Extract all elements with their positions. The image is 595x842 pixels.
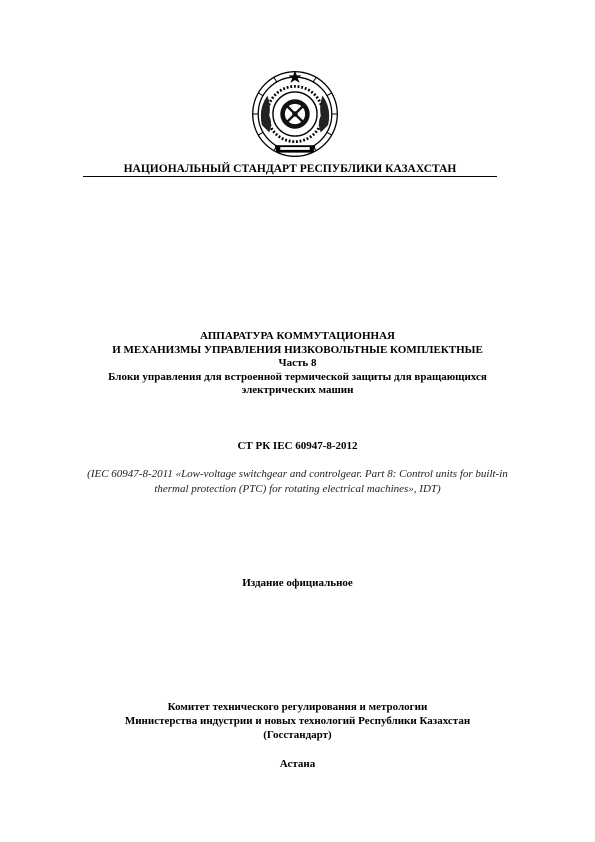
international-reference bbox=[60, 467, 535, 497]
header-rule bbox=[83, 176, 497, 177]
subtitle-line-2: электрических машин bbox=[241, 384, 354, 396]
intl-ref-line-2: thermal protection (PTC) for rotating electrical machines», IDT) bbox=[154, 483, 441, 495]
state-emblem-icon bbox=[249, 68, 341, 160]
title-part: Часть 8 bbox=[278, 357, 317, 369]
publication-city: Астана bbox=[279, 758, 316, 770]
publisher-line-3: (Госстандарт) bbox=[263, 729, 332, 741]
subtitle-line-1: Блоки управления для встроенной термической защиты для вращающихся bbox=[108, 370, 487, 383]
intl-ref-line-1: (IEC 60947-8-2011 «Low-voltage switchgear and controlgear. Part 8: Control units for built-in bbox=[87, 468, 508, 480]
publisher bbox=[40, 700, 555, 742]
title-line-1: АППАРАТУРА КОММУТАЦИОННАЯ bbox=[200, 330, 395, 342]
publisher-line-2: Министерства индустрии и новых технологий Республики Казахстан bbox=[124, 715, 471, 727]
document-title bbox=[40, 330, 555, 398]
national-standard-header: НАЦИОНАЛЬНЫЙ СТАНДАРТ РЕСПУБЛИКИ КАЗАХСТАН bbox=[123, 163, 457, 175]
standard-designation: СТ РК IEC 60947-8-2012 bbox=[237, 440, 358, 452]
title-line-2: И МЕХАНИЗМЫ УПРАВЛЕНИЯ НИЗКОВОЛЬТНЫЕ КОМПЛЕКТНЫЕ bbox=[112, 343, 483, 356]
edition-label: Издание официальное bbox=[242, 577, 353, 589]
publisher-line-1: Комитет технического регулирования и метрологии bbox=[167, 701, 428, 713]
